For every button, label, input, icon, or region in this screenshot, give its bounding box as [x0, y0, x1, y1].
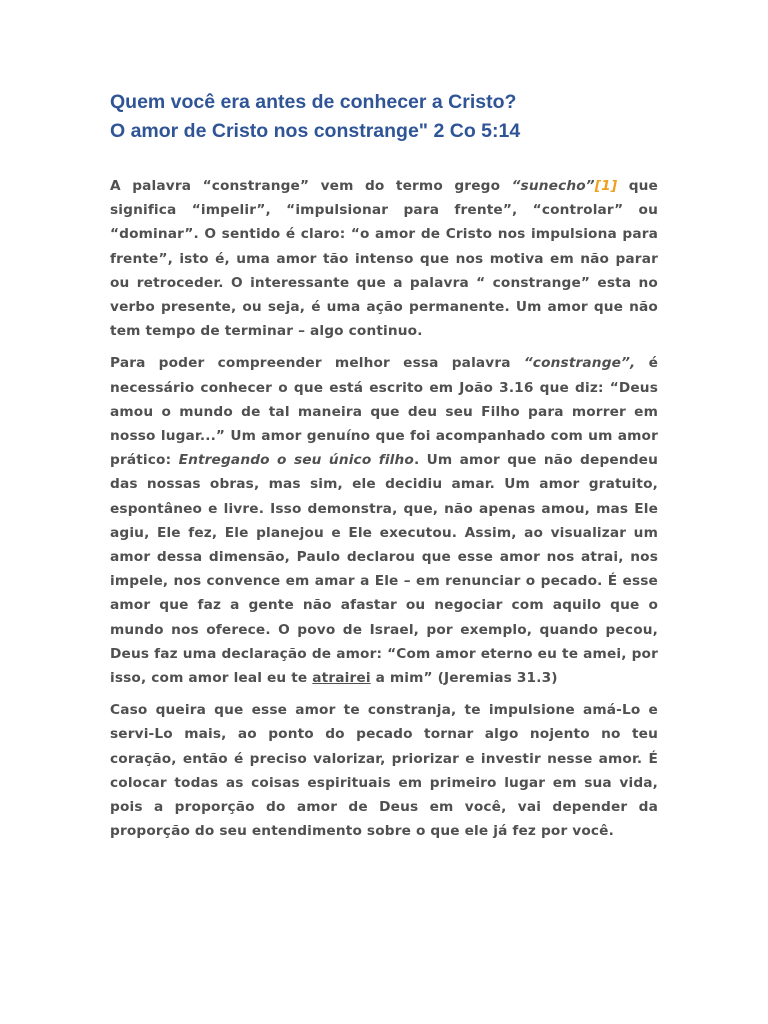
- footnote-reference[interactable]: [1]: [594, 178, 618, 194]
- paragraph-2-text-c: . Um amor que não dependeu das nossas obras, mas sim, ele decidiu amar. Um amor gratuito, espontâneo e livre. Isso demonstra, que, não apenas amou, mas Ele agiu, Ele fez, Ele planejou e Ele executou. Assim, ao visualizar um amor dessa dimensão, Paulo declarou que esse amor nos atrai, nos impele, nos convence em amar a Ele – em renunciar o pecado. É esse amor que faz a gente não afastar ou negociar com aquilo que o mundo nos oferece. O povo de Israel, por exemplo, quando pecou, Deus faz uma declaração de amor: “Com amor eterno eu te amei, por isso, com amor leal eu te: [110, 452, 658, 687]
- underlined-word: atrairei: [312, 670, 371, 687]
- paragraph-3: Caso queira que esse amor te constranja, te impulsione amá-Lo e servi-Lo mais, ao ponto do pecado tornar algo nojento no teu coração, então é preciso valorizar, priorizar e investir nesse amor. É colocar todas as coisas espirituais em primeiro lugar em sua vida, pois a proporção do amor de Deus em você, vai depender da proporção do seu entendimento sobre o que ele já fez por você.: [110, 702, 658, 840]
- emphasis-constrange: “constrange”,: [523, 355, 636, 372]
- page-subtitle: O amor de Cristo nos constrange" 2 Co 5:14: [110, 120, 521, 142]
- document-page: [110, 88, 658, 851]
- paragraph-2: [110, 351, 658, 690]
- paragraph-2-text-a: Para poder compreender melhor essa palavra: [110, 355, 524, 372]
- paragraph-2-text-d: a mim” (Jeremias 31.3): [370, 670, 558, 687]
- page-title: Quem você era antes de conhecer a Cristo?: [110, 91, 517, 113]
- title-block: [110, 88, 658, 146]
- paragraph-1-text-b: que significa “impelir”, “impulsionar para frente”, “controlar” ou “dominar”. O sentido é claro: “o amor de Cristo nos impulsiona para frente”, isto é, uma amor tão intenso que nos motiva em não parar ou retroceder. O interessante que a palavra “ constrange” esta no verbo presente, ou seja, é uma ação permanente. Um amor que não tem tempo de terminar – algo continuo.: [110, 178, 658, 340]
- paragraph-2-text-b: é necessário conhecer o que está escrito em João 3.16 que diz: “Deus amou o mundo de tal maneira que deu seu Filho para morrer em nosso lugar...” Um amor genuíno que foi acompanhado com um amor prático:: [110, 355, 659, 469]
- paragraph-1: [110, 174, 658, 343]
- greek-term: “sunecho”: [511, 178, 595, 194]
- emphasis-entregando: Entregando o seu único filho: [178, 452, 414, 469]
- paragraph-1-text-a: A palavra “constrange” vem do termo grego: [110, 178, 512, 194]
